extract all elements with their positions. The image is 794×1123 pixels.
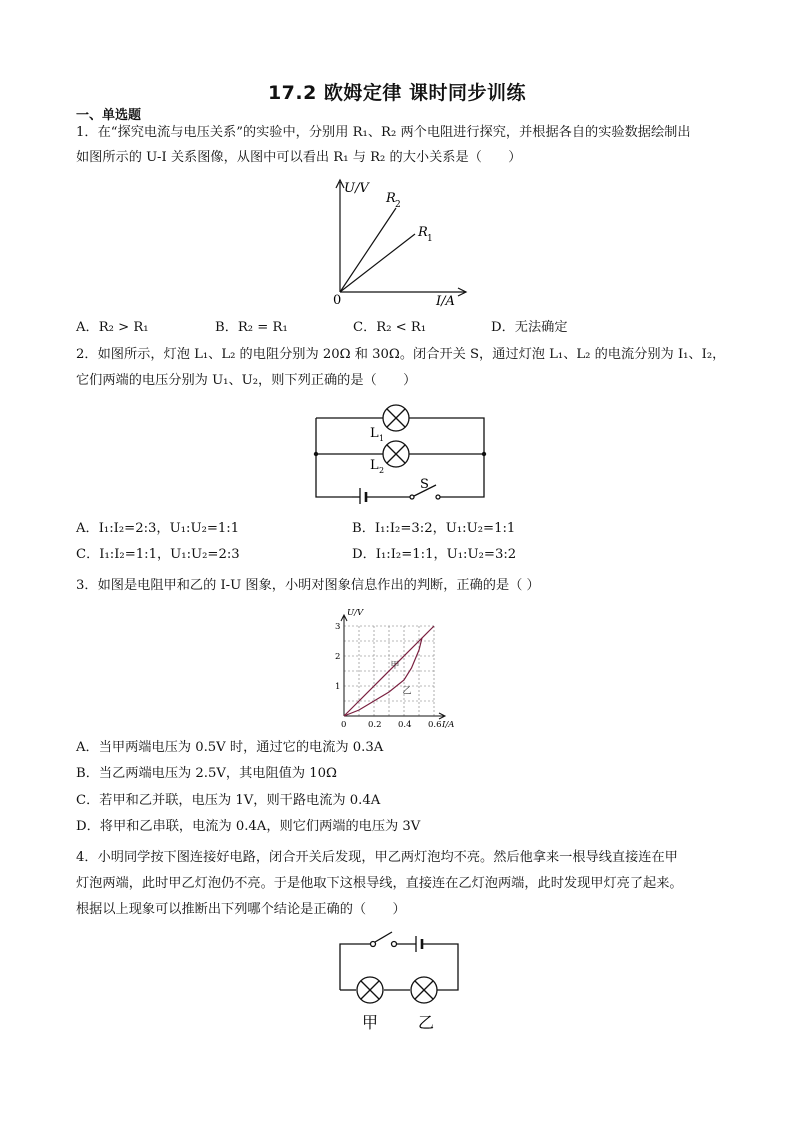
- q1-origin-label: 0: [333, 293, 342, 308]
- q3-text-line1: 3．如图是电阻甲和乙的 I-U 图象，小明对图象信息作出的判断，正确的是（ ）: [76, 578, 540, 593]
- q4-text-line3: 根据以上现象可以推断出下列哪个结论是正确的（ ）: [76, 902, 406, 917]
- q2-text-line1: 2．如图所示，灯泡 L₁、L₂ 的电阻分别为 20Ω 和 30Ω。闭合开关 S，通过灯泡 L₁、L₂ 的电流分别为 I₁、I₂，: [76, 347, 726, 362]
- section-heading: 一、单选题: [76, 108, 142, 123]
- q1-text-line1: 1．在“探究电流与电压关系”的实验中，分别用 R₁、R₂ 两个电阻进行探究，并根据各自的实验数据绘制出: [76, 125, 691, 140]
- q3-option-d[interactable]: D．将甲和乙串联，电流为 0.4A，则它们两端的电压为 3V: [76, 819, 421, 834]
- q1-option-c[interactable]: C．R₂ < R₁: [353, 320, 427, 335]
- page-title: 17.2 欧姆定律 课时同步训练: [267, 82, 527, 104]
- q2-text-line2: 它们两端的电压分别为 U₁、U₂，则下列正确的是（ ）: [76, 373, 417, 388]
- q1-option-b[interactable]: B．R₂ = R₁: [215, 320, 288, 335]
- l1-subscript: 1: [379, 434, 385, 443]
- q3-x-tick-label: 0.2: [368, 720, 382, 730]
- q3-y-tick-label: 3: [335, 622, 341, 632]
- q1-x-label: I/A: [436, 294, 455, 309]
- q3-iu-chart: [325, 606, 465, 730]
- q3-option-a[interactable]: A．当甲两端电压为 0.5V 时，通过它的电流为 0.3A: [76, 740, 384, 755]
- q3-y-tick-label: 1: [335, 682, 341, 692]
- switch-label: S: [420, 477, 429, 492]
- l2-subscript: 2: [379, 466, 385, 475]
- q3-series-label-jia: 甲: [390, 661, 400, 671]
- q2-option-d[interactable]: D．I₁:I₂=1:1，U₁:U₂=3:2: [352, 547, 517, 562]
- q3-series-label-yi: 乙: [402, 686, 412, 697]
- q3-x-tick-label: 0.6: [428, 720, 442, 730]
- q1-y-label: U/V: [344, 181, 369, 196]
- lamp-jia-label: 甲: [362, 1013, 379, 1032]
- q3-option-c[interactable]: C．若甲和乙并联，电压为 1V，则干路电流为 0.4A: [76, 793, 381, 808]
- q4-circuit-diagram: [330, 928, 470, 1034]
- lamp-yi-label: 乙: [418, 1013, 435, 1032]
- q3-option-b[interactable]: B．当乙两端电压为 2.5V，其电阻值为 10Ω: [76, 766, 337, 781]
- q3-x-tick-label: 0.4: [398, 720, 412, 730]
- q3-x-label: I/A: [442, 720, 455, 730]
- q1-text-line2: 如图所示的 U-I 关系图像，从图中可以看出 R₁ 与 R₂ 的大小关系是（ ）: [76, 150, 522, 165]
- q1-option-a[interactable]: A．R₂ > R₁: [76, 320, 149, 335]
- q3-x-tick-label: 0: [341, 720, 347, 730]
- l2-label: L: [370, 458, 379, 473]
- q1-line-r1: [340, 234, 415, 292]
- q2-circuit-diagram: [312, 402, 488, 504]
- q1-r2-subscript: 2: [395, 200, 401, 210]
- q2-option-c[interactable]: C．I₁:I₂=1:1，U₁:U₂=2:3: [76, 547, 240, 562]
- q2-option-a[interactable]: A．I₁:I₂=2:3，U₁:U₂=1:1: [76, 521, 240, 536]
- q1-r1-label: R: [418, 225, 428, 240]
- q1-r2-label: R: [386, 191, 396, 206]
- q1-option-d[interactable]: D．无法确定: [491, 320, 568, 335]
- q2-option-b[interactable]: B．I₁:I₂=3:2，U₁:U₂=1:1: [352, 521, 516, 536]
- q1-ui-graph: [320, 174, 480, 310]
- l1-label: L: [370, 426, 379, 441]
- q1-line-r2: [340, 208, 396, 292]
- q4-text-line2: 灯泡两端，此时甲乙灯泡仍不亮。于是他取下这根导线，直接连在乙灯泡两端，此时发现甲灯亮了起来。: [76, 876, 683, 891]
- q1-r1-subscript: 1: [427, 234, 433, 244]
- q4-text-line1: 4．小明同学按下图连接好电路，闭合开关后发现，甲乙两灯泡均不亮。然后他拿来一根导线直接连在甲: [76, 850, 678, 865]
- q3-y-label: U/V: [347, 608, 364, 618]
- q3-y-tick-label: 2: [335, 652, 341, 662]
